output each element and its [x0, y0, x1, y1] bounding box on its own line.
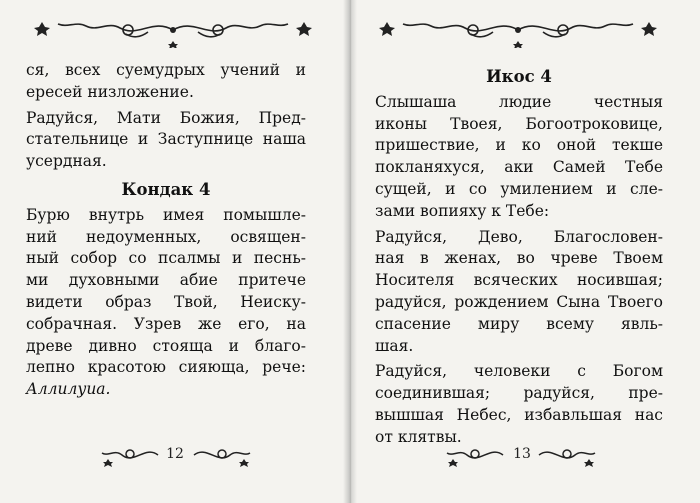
text-line: видети образ Твой, Неиску-	[26, 292, 306, 311]
text-line: сущей, и со умилением и сле-	[375, 179, 663, 198]
kontakion-heading: Кондак 4	[121, 179, 211, 199]
footer-flourish-icon	[537, 441, 597, 469]
footer-flourish-icon	[445, 441, 505, 469]
footer-ornament-right	[445, 441, 595, 469]
text-line: Слышаша людие честныя	[375, 92, 663, 111]
alleluia-line: Аллилуиа.	[26, 380, 111, 399]
right-page-text	[375, 60, 663, 453]
paragraph-continuation	[26, 60, 306, 104]
paragraph-ikos	[375, 92, 663, 223]
text-line: спасение миру всему явль-	[375, 314, 663, 333]
text-line: иконы Твоея, Богоотроковице,	[375, 114, 663, 133]
page-number: 13	[513, 446, 531, 462]
text-line: зами вопияху к Тебе:	[375, 201, 550, 220]
text-line: Радуйся, человеки с Богом	[375, 362, 663, 381]
text-line: ний недоуменных, освящен-	[26, 227, 306, 246]
text-line: собрачная. Узрев же его, на	[26, 314, 306, 333]
text-line: ересей низложение.	[26, 82, 194, 101]
text-line: ся, всех суемудрых учений и	[26, 61, 306, 79]
left-page-text	[26, 60, 306, 405]
text-line: Радуйся, Мати Божия, Пред-	[26, 108, 306, 127]
text-line: шая.	[375, 336, 414, 355]
page-number: 12	[166, 446, 184, 462]
text-line: древе дивно стояща и благо-	[26, 336, 306, 355]
text-line: усердная.	[26, 152, 107, 171]
paragraph-radujsya-cheloveki	[375, 361, 663, 448]
footer-flourish-icon	[100, 441, 160, 469]
text-line: ми духовными абие притече	[26, 271, 306, 290]
text-line: ный собор со псалмы и песнь-	[26, 249, 306, 268]
text-line: пришествие, и ко оной текше	[375, 136, 663, 155]
header-ornament-right	[373, 8, 663, 48]
text-line: лепно красотою сияюща, рече:	[26, 358, 306, 377]
left-page	[0, 0, 345, 503]
text-line: Бурю внутрь имея помышле-	[26, 205, 306, 224]
text-line: вышшая Небес, избавльшая нас	[375, 405, 663, 424]
paragraph-radujsya-devo	[375, 227, 663, 358]
text-line: Радуйся, Дево, Благословен-	[375, 227, 663, 246]
text-line: Носителя всяческих носившая;	[375, 271, 663, 290]
text-line: покланяхуся, аки Самей Тебе	[375, 158, 663, 177]
footer-ornament-left	[100, 441, 250, 469]
text-line: от клятвы.	[375, 427, 462, 446]
text-line: стательнице и Заступнице наша	[26, 130, 306, 149]
ikos-heading: Икос 4	[486, 67, 552, 86]
text-line: радуйся, рождением Сына Твоего	[375, 292, 663, 311]
text-line: соединившая; радуйся, пре-	[375, 384, 663, 403]
paragraph-kontakion	[26, 205, 306, 401]
right-page	[355, 0, 700, 503]
footer-flourish-icon	[192, 441, 252, 469]
text-line: ная в женах, во чреве Твоем	[375, 249, 663, 268]
paragraph-radujsya	[26, 108, 306, 173]
header-ornament-left	[28, 8, 318, 48]
